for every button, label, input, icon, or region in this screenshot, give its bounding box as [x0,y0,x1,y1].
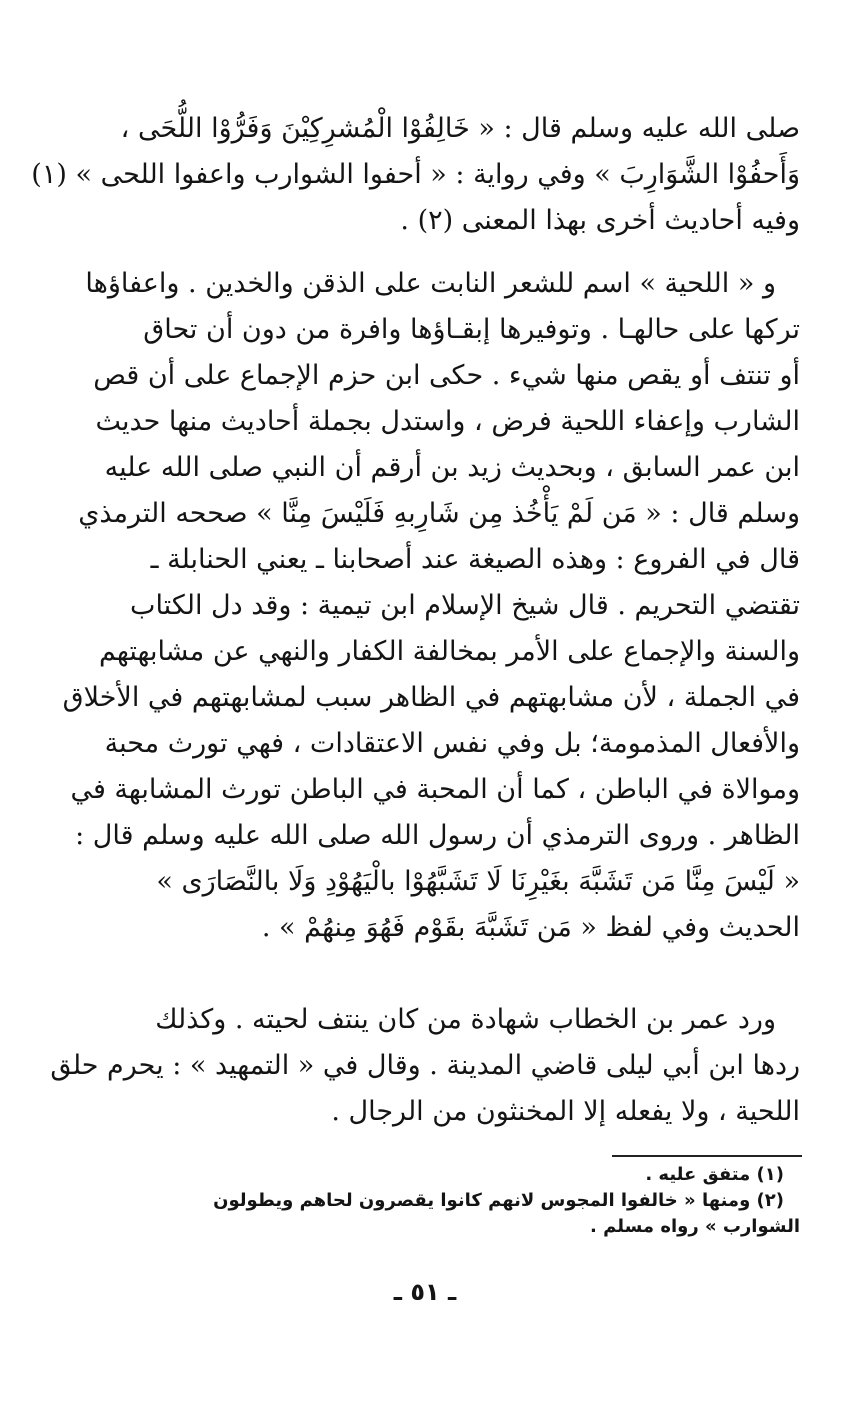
paragraph-3-line-2: ردها ابن أبي ليلى قاضي المدينة . وقال في « التمهيد » : يحرم حلق [50,1050,800,1081]
paragraph-2-line-2: تركها على حالهـا . وتوفيرها إبقـاؤها وافرة من دون أن تحاق [143,314,800,345]
paragraph-2-line-13: الظاهر . وروى الترمذي أن رسول الله صلى الله عليه وسلم قال : [75,820,800,851]
paragraph-2-line-12: وموالاة في الباطن ، كما أن المحبة في الباطن تورث المشابهة في [70,774,800,805]
paragraph-1 [31,106,800,244]
paragraph-2 [62,261,800,951]
paragraph-2-line-4: الشارب وإعفاء اللحية فرض ، واستدل بجملة أحاديث منها حديث [95,406,800,437]
paragraph-2-line-14: « لَيْسَ مِنَّا مَن تَشَبَّهَ بغَيْرِنَا لَا تَشَبَّهُوْا بالْيَهُوْدِ وَلَا بالنَّصَارَى » [156,866,800,897]
paragraph-2-line-1: و « اللحية » اسم للشعر النابت على الذقن والخدين . واعفاؤها [85,268,776,299]
footnotes [150,1162,800,1240]
paragraph-2-line-5: ابن عمر السابق ، وبحديث زيد بن أرقم أن النبي صلى الله عليه [104,452,800,483]
paragraph-2-line-15: الحديث وفي لفظ « مَن تَشَبَّهَ بقَوْم فَهُوَ مِنهُمْ » . [261,912,800,943]
paragraph-3-line-1: ورد عمر بن الخطاب شهادة من كان ينتف لحيته . وكذلك [155,1004,776,1035]
paragraph-2-line-3: أو تنتف أو يقص منها شيء . حكى ابن حزم الإجماع على أن قص [93,360,800,391]
paragraph-2-line-8: تقتضي التحريم . قال شيخ الإسلام ابن تيمية : وقد دل الكتاب [130,590,800,621]
paragraph-2-line-6: وسلم قال : « مَن لَمْ يَأْخُذ مِن شَارِبهِ فَلَيْسَ مِنَّا » صححه الترمذي [78,498,800,529]
paragraph-2-line-11: والأفعال المذمومة؛ بل وفي نفس الاعتقادات ، فهي تورث محبة [104,728,800,759]
paragraph-3 [50,997,800,1135]
paragraph-2-line-9: والسنة والإجماع على الأمر بمخالفة الكفار والنهي عن مشابهتهم [98,636,800,667]
paragraph-2-line-7: قال في الفروع : وهذه الصيغة عند أصحابنا ـ يعني الحنابلة ـ [150,544,800,575]
paragraph-3-line-3: اللحية ، ولا يفعله إلا المخنثون من الرجال . [331,1096,800,1127]
footnote-divider [612,1155,802,1157]
footnote-1: (١) متفق عليه . [645,1164,784,1185]
paragraph-1-line-1: صلى الله عليه وسلم قال : « خَالِفُوْا الْمُشرِكِيْنَ وَفَرُّوْا اللُّحَى ، [120,113,800,144]
paragraph-2-line-10: في الجملة ، لأن مشابهتهم في الظاهر سبب لمشابهتهم في الأخلاق [62,682,800,713]
footnote-2-continuation: الشوارب » رواه مسلم . [590,1216,800,1237]
footnote-2: (٢) ومنها « خالفوا المجوس لانهم كانوا يقصرون لحاهم ويطولون [213,1190,784,1211]
paragraph-1-line-3: وفيه أحاديث أخرى بهذا المعنى (٢) . [400,205,800,236]
page-number: ـ ٥١ ـ [393,1278,457,1306]
paragraph-1-line-2: وَأَحفُوْا الشَّوَارِبَ » وفي رواية : « أحفوا الشوارب واعفوا اللحى » (١) [31,159,800,190]
